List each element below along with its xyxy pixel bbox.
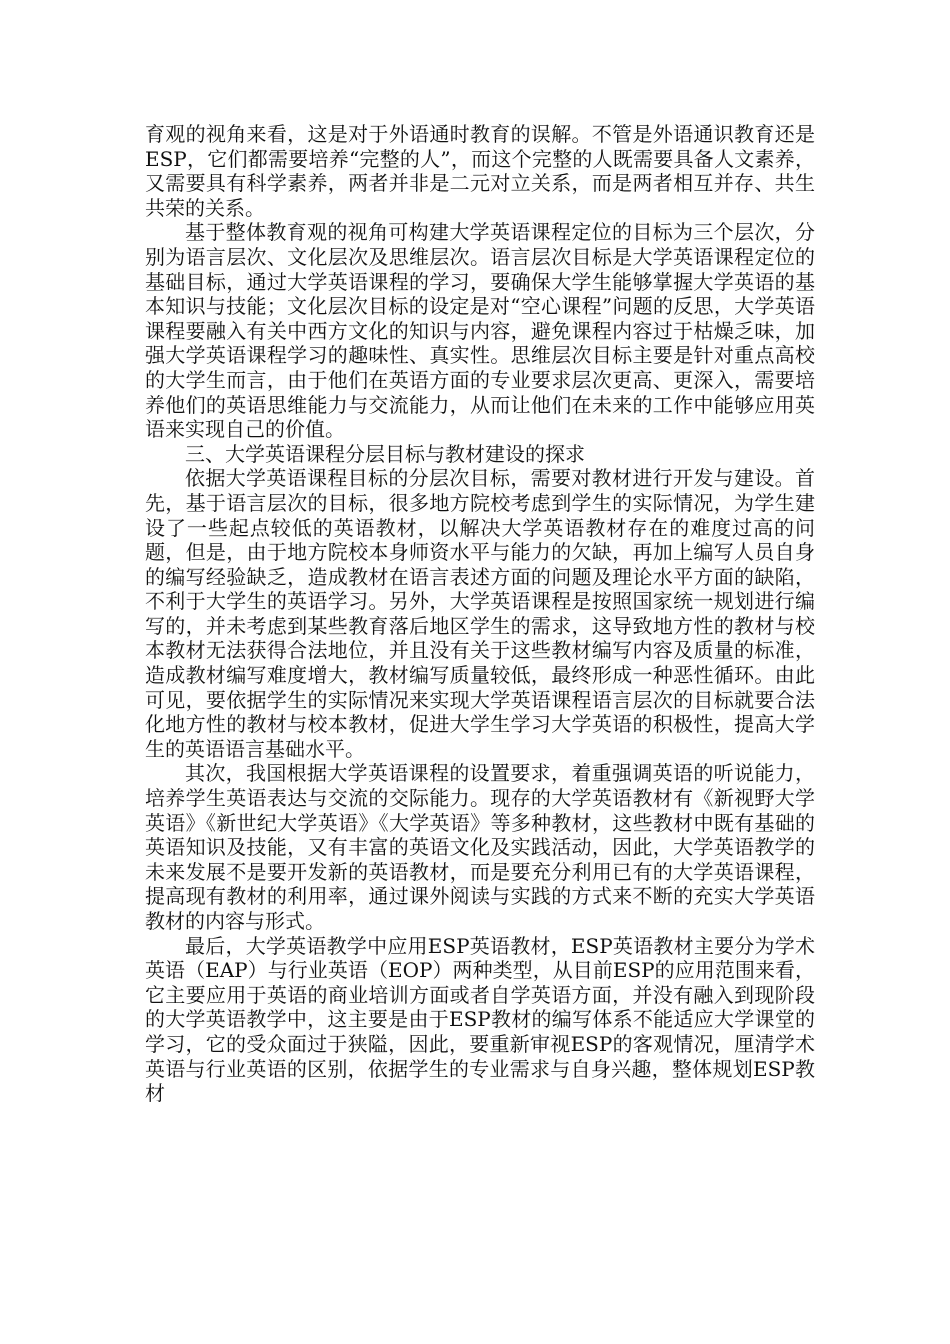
paragraph-course-goals: 基于整体教育观的视角可构建大学英语课程定位的目标为三个层次，分别为语言层次、文化层次及思维层次。语言层次目标是大学英语课程定位的基础目标，通过大学英语课程的学习，要确保大学生能够掌握大学英语的基本知识与技能；文化层次目标的设定是对“空心课程”问题的反思，大学英语课程要融入有关中西方文化的知识与内容，避免课程内容过于枯燥乏味，加强大学英语课程学习的趣味性、真实性。思维层次目标主要是针对重点高校的大学生而言，由于他们在英语方面的专业要求层次更高、更深入，需要培养他们的英语思维能力与交流能力，从而让他们在未来的工作中能够应用英语来实现自己的价值。 bbox=[145, 220, 815, 442]
body-text bbox=[145, 122, 815, 1106]
paragraph-textbook-second: 其次，我国根据大学英语课程的设置要求，着重强调英语的听说能力，培养学生英语表达与交流的交际能力。现存的大学英语教材有《新视野大学英语》《新世纪大学英语》《大学英语》等多种教材，这些教材中既有基础的英语知识及技能，又有丰富的英语文化及实践活动，因此，大学英语教学的未来发展不是要开发新的英语教材，而是要充分利用已有的大学英语课程，提高现有教材的利用率，通过课外阅读与实践的方式来不断的充实大学英语教材的内容与形式。 bbox=[145, 761, 815, 933]
paragraph-continuation: 育观的视角来看，这是对于外语通时教育的误解。不管是外语通识教育还是ESP，它们都需要培养“完整的人”，而这个完整的人既需要具备人文素养，又需要具有科学素养，两者并非是二元对立关系，而是两者相互并存、共生共荣的关系。 bbox=[145, 122, 815, 220]
paragraph-textbook-last: 最后，大学英语教学中应用ESP英语教材，ESP英语教材主要分为学术英语（EAP）与行业英语（EOP）两种类型，从目前ESP的应用范围来看，它主要应用于英语的商业培训方面或者自学英语方面，并没有融入到现阶段的大学英语教学中，这主要是由于ESP教材的编写体系不能适应大学课堂的学习，它的受众面过于狭隘，因此，要重新审视ESP的客观情况，厘清学术英语与行业英语的区别，依据学生的专业需求与自身兴趣，整体规划ESP教材 bbox=[145, 933, 815, 1106]
section-heading: 三、大学英语课程分层目标与教材建设的探求 bbox=[185, 441, 585, 466]
paragraph-textbook-first: 依据大学英语课程目标的分层次目标，需要对教材进行开发与建设。首先，基于语言层次的目标，很多地方院校考虑到学生的实际情况，为学生建设了一些起点较低的英语教材，以解决大学英语教材存在的难度过高的问题，但是，由于地方院校本身师资水平与能力的欠缺，再加上编写人员自身的编写经验缺乏，造成教材在语言表述方面的问题及理论水平方面的缺陷，不利于大学生的英语学习。另外，大学英语课程是按照国家统一规划进行编写的，并未考虑到某些教育落后地区学生的需求，这导致地方性的教材与校本教材无法获得合法地位，并且没有关于这些教材编写内容及质量的标准，造成教材编写难度增大，教材编写质量较低，最终形成一种恶性循环。由此可见，要依据学生的实际情况来实现大学英语课程语言层次的目标就要合法化地方性的教材与校本教材，促进大学生学习大学英语的积极性，提高大学生的英语语言基础水平。 bbox=[145, 466, 815, 761]
